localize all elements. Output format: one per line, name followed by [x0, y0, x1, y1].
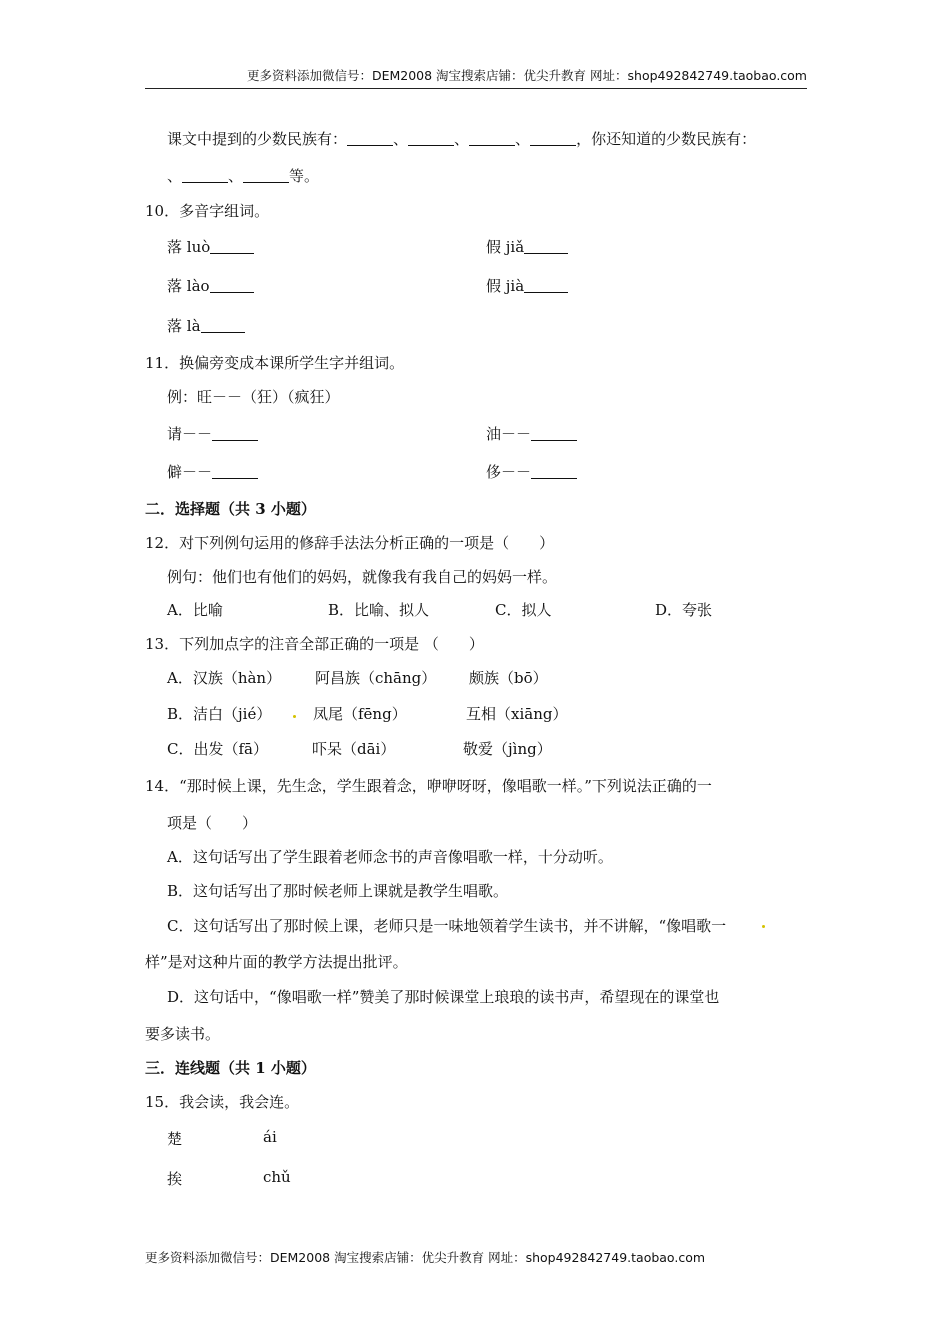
q12-option-d[interactable]: D．夸张: [655, 601, 713, 619]
stray-mark: [762, 925, 765, 928]
separator: 、: [393, 130, 409, 148]
q14-title-cont: 项是（ ）: [167, 814, 258, 832]
match-char[interactable]: 楚: [167, 1130, 183, 1148]
q13-option-a[interactable]: [167, 667, 281, 688]
answer-blank[interactable]: [182, 167, 228, 183]
q13-option-a-3: 颇族（bō）: [469, 669, 548, 687]
answer-blank[interactable]: [408, 130, 454, 146]
answer-blank[interactable]: [524, 238, 568, 254]
q9-line2: [167, 165, 319, 186]
q10-item-label: 落 là: [167, 317, 201, 335]
q11-item: [486, 423, 577, 444]
q10-item-label: 假 jiǎ: [486, 238, 525, 256]
answer-blank[interactable]: [531, 425, 577, 441]
q10-item: [486, 236, 568, 257]
q10-item: [167, 275, 254, 296]
q13-title: 13．下列加点字的注音全部正确的一项是 （ ）: [145, 635, 484, 653]
q14-option-d[interactable]: D．这句话中，“像唱歌一样”赞美了那时候课堂上琅琅的读书声，希望现在的课堂也: [167, 988, 720, 1006]
q11-item: [486, 461, 577, 482]
q13-option-c-2: 吓呆（dāi）: [312, 740, 396, 758]
answer-blank[interactable]: [530, 130, 576, 146]
page-header: 更多资料添加微信号：DEM2008 淘宝搜索店铺：优尖升教育 网址：shop492842749.taobao.com: [145, 66, 807, 89]
q13-c-1: C．出发（fā）: [167, 740, 268, 758]
q9-suffix: ，你还知道的少数民族有：: [576, 130, 757, 148]
q13-option-b-3: 互相（xiāng）: [466, 705, 568, 723]
q11-item: [167, 461, 258, 482]
match-pinyin[interactable]: ái: [263, 1128, 277, 1146]
answer-blank[interactable]: [212, 425, 258, 441]
q11-item-label: 请－－: [167, 425, 213, 443]
answer-blank[interactable]: [524, 277, 568, 293]
q15-title: 15．我会读，我会连。: [145, 1093, 300, 1111]
answer-blank[interactable]: [469, 130, 515, 146]
answer-blank[interactable]: [212, 463, 258, 479]
separator: 、: [515, 130, 531, 148]
match-char[interactable]: 挨: [167, 1170, 183, 1188]
q14-option-b[interactable]: B．这句话写出了那时候老师上课就是教学生唱歌。: [167, 882, 509, 900]
q13-a-1: A．汉族（hàn）: [167, 669, 282, 687]
q12-option-a[interactable]: A．比喻: [167, 601, 223, 619]
q11-title: 11．换偏旁变成本课所学生字并组词。: [145, 354, 405, 372]
q11-item-label: 油－－: [486, 425, 532, 443]
q14-option-c-cont: 样”是对这种片面的教学方法提出批评。: [145, 953, 408, 971]
q9-suffix2: 等。: [289, 167, 320, 185]
q12-option-c[interactable]: C．拟人: [495, 601, 552, 619]
q11-example: 例：旺－－（狂）（疯狂）: [167, 388, 340, 406]
q14-title: 14．“那时候上课，先生念，学生跟着念，咿咿呀呀，像唱歌一样。”下列说法正确的一: [145, 777, 712, 795]
section-title-choice: 二．选择题（共 3 小题）: [145, 500, 316, 518]
page-footer: 更多资料添加微信号：DEM2008 淘宝搜索店铺：优尖升教育 网址：shop492842749.taobao.com: [145, 1250, 706, 1265]
q10-item-label: 落 luò: [167, 238, 211, 256]
q14-option-a[interactable]: A．这句话写出了学生跟着老师念书的声音像唱歌一样，十分动听。: [167, 848, 613, 866]
q10-item: [167, 315, 245, 336]
separator: 、: [167, 167, 183, 185]
q9-prefix: 课文中提到的少数民族有：: [167, 130, 348, 148]
q12-example: 例句：他们也有他们的妈妈，就像我有我自己的妈妈一样。: [167, 568, 558, 586]
answer-blank[interactable]: [210, 238, 254, 254]
q14-option-d-cont: 要多读书。: [145, 1025, 221, 1043]
q11-item: [167, 423, 258, 444]
separator: 、: [228, 167, 244, 185]
answer-blank[interactable]: [243, 167, 289, 183]
q13-b-1: B．洁白（jié）: [167, 705, 272, 723]
q14-option-c[interactable]: C．这句话写出了那时候上课，老师只是一味地领着学生读书，并不讲解，“像唱歌一: [167, 917, 727, 935]
separator: 、: [454, 130, 470, 148]
q10-title: 10．多音字组词。: [145, 202, 270, 220]
answer-blank[interactable]: [210, 277, 254, 293]
q10-item: [486, 275, 568, 296]
answer-blank[interactable]: [531, 463, 577, 479]
q12-title: 12．对下列例句运用的修辞手法法分析正确的一项是（ ）: [145, 534, 555, 552]
q12-option-b[interactable]: B．比喻、拟人: [328, 601, 430, 619]
q13-option-c-3: 敬爱（jìng）: [463, 740, 552, 758]
q9-line1: [167, 128, 756, 149]
q13-option-b[interactable]: [167, 703, 271, 724]
q11-item-label: 僻－－: [167, 463, 213, 481]
q10-item: [167, 236, 254, 257]
q13-option-c[interactable]: [167, 738, 268, 759]
stray-mark: [293, 715, 296, 718]
answer-blank[interactable]: [347, 130, 393, 146]
section-title-matching: 三．连线题（共 1 小题）: [145, 1059, 316, 1077]
q13-option-b-2: 凤尾（fēng）: [313, 705, 407, 723]
match-pinyin[interactable]: chǔ: [263, 1168, 291, 1186]
q10-item-label: 假 jià: [486, 277, 525, 295]
q10-item-label: 落 lào: [167, 277, 210, 295]
q13-option-a-2: 阿昌族（chāng）: [315, 669, 437, 687]
q11-item-label: 侈－－: [486, 463, 532, 481]
answer-blank[interactable]: [201, 317, 245, 333]
